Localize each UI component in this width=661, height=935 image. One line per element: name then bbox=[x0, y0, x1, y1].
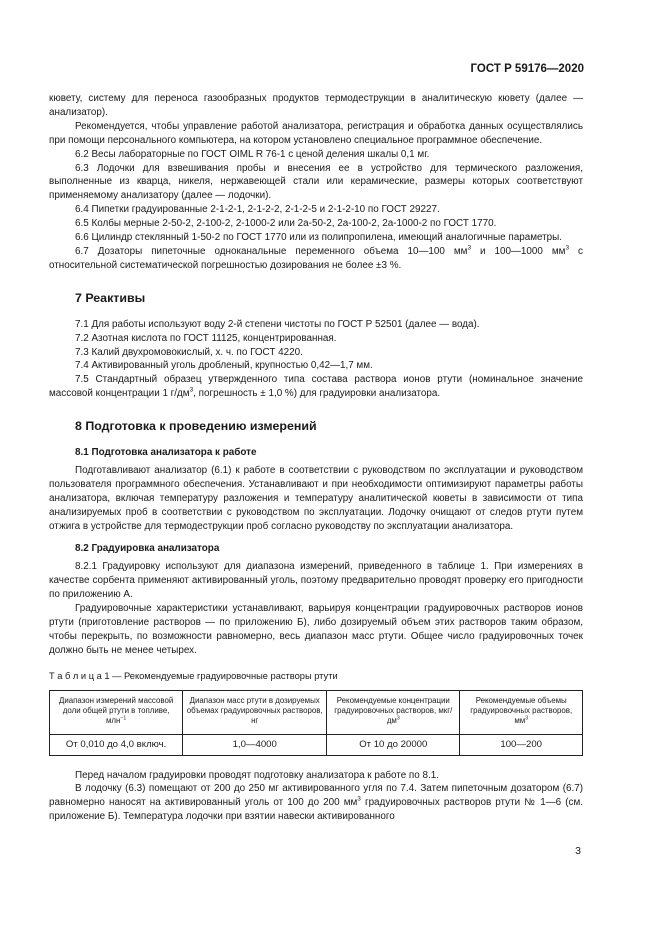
table-row bbox=[50, 734, 583, 755]
header-cell: Рекомендуемые концентрации градуировочных растворов, мкг/$дм^3$ bbox=[327, 690, 460, 734]
header-cell: Диапазон измерений массовой доли общей ртути в топливе, млн$^{-1}$ bbox=[50, 690, 183, 734]
item-6-7: 6.7 Дозаторы пипеточные одноканальные переменного объема 10—100 $мм^3$ и 100—1000 $мм^3$ с относительной систематической погрешностью дозирования не более ±3 %. bbox=[49, 244, 583, 271]
table-cell: 1,0—4000 bbox=[183, 734, 327, 755]
item-6-2: 6.2 Весы лабораторные по ГОСТ OIML R 76-1 с ценой деления шкалы 0,1 мг. bbox=[75, 148, 430, 160]
item-7-3: 7.3 Калий двухромовокислый, х. ч. по ГОСТ 4220. bbox=[75, 346, 303, 358]
document-header: ГОСТ Р 59176—2020 bbox=[470, 63, 584, 75]
section-7-heading: 7 Реактивы bbox=[75, 290, 146, 305]
paragraph: Перед началом градуировки проводят подготовку анализатора к работе по 8.1. bbox=[75, 769, 439, 781]
subsection-8-2-heading: 8.2 Градуировка анализатора bbox=[75, 543, 220, 555]
item-7-5: 7.5 Стандартный образец утвержденного типа состава раствора ионов ртути (номинальное значение массовой концентрации 1 $г/дм^3$, погрешность ± 1,0 %) для градуировки анализатора. bbox=[49, 374, 583, 400]
paragraph: Подготавливают анализатор (6.1) к работе в соответствии с руководством по эксплуатации и руководством пользователя программного обеспечения. Устанавливают и при необходимости оптимизируют параметры работы анализатора, включая температуру разложения и температуру аналитической кюветы в зависимости от типа анализируемых проб в соответствии с руководством по эксплуатации. Лодочку очищают от следов ртути путем отжига в устройстве для термодеструкции проб согласно руководству по эксплуатации анализатора. bbox=[49, 464, 583, 532]
paragraph: Градуировочные характеристики устанавливают, варьируя концентрации градуировочных растворов ионов ртути (приготовление растворов — по приложению Б), либо дозируемый объем этих растворов таким образом, чтобы перекрыть, по возможности равномерно, весь диапазон масс ртути. Общее число градуировочных точек должно быть не менее четырех. bbox=[49, 603, 583, 656]
header-cell: Рекомендуемые объемы градуировочных растворов, $мм^3$ bbox=[460, 690, 583, 734]
table-cell: 100—200 bbox=[460, 734, 583, 755]
item-6-3: 6.3 Лодочки для взвешивания пробы и внесения ее в устройство для термического разложения, выполненные из кварца, никеля, нержавеющей стали или керамические, размеры которых соответствуют применяемому анализатору (далее — лодочки). bbox=[49, 162, 583, 202]
item-6-6: 6.6 Цилиндр стеклянный 1-50-2 по ГОСТ 1770 или из полипропилена, имеющий аналогичные параметры. bbox=[75, 232, 562, 244]
item-7-2: 7.2 Азотная кислота по ГОСТ 11125, концентрированная. bbox=[75, 332, 337, 344]
paragraph: В лодочку (6.3) помещают от 200 до 250 мг активированного угля по 7.4. Затем пипеточным дозатором (6.7) равномерно наносят на активированный уголь от 100 до 200 $мм^3$ градуировочных растворов ртути № 1—6 (см. приложение Б). Температура лодочки при взятии навески активированного bbox=[49, 783, 583, 823]
item-6-4: 6.4 Пипетки градуированные 2-1-2-1, 2-1-2-2, 2-1-2-5 и 2-1-2-10 по ГОСТ 29227. bbox=[75, 204, 440, 216]
paragraph: кювету, систему для переноса газообразных продуктов термодеструкции в аналитическую кювету (далее — анализатор). bbox=[49, 93, 583, 118]
document-body bbox=[49, 92, 583, 824]
table-cell: От 10 до 20000 bbox=[327, 734, 460, 755]
subsection-8-1-heading: 8.1 Подготовка анализатора к работе bbox=[75, 447, 257, 459]
section-8-heading: 8 Подготовка к проведению измерений bbox=[75, 419, 317, 434]
table-header-row bbox=[50, 690, 583, 734]
item-7-4: 7.4 Активированный уголь дробленый, крупностью 0,42—1,7 мм. bbox=[75, 360, 373, 372]
header-cell: Диапазон масс ртути в дозируемых объемах градуировочных растворов, нг bbox=[183, 690, 327, 734]
page-number: 3 bbox=[575, 845, 581, 857]
table-caption: Т а б л и ц а 1 — Рекомендуемые градуировочные растворы ртути bbox=[49, 670, 338, 681]
item-7-1: 7.1 Для работы используют воду 2-й степени чистоты по ГОСТ Р 52501 (далее — вода). bbox=[75, 318, 480, 330]
table-cell: От 0,010 до 4,0 включ. bbox=[50, 734, 183, 755]
item-8-2-1: 8.2.1 Градуировку используют для диапазона измерений, приведенного в таблице 1. При измерениях в качестве сорбента применяют активированный уголь, поэтому предварительно проводят проверку его пригодности по приложению А. bbox=[49, 561, 583, 601]
item-6-5: 6.5 Колбы мерные 2-50-2, 2-100-2, 2-1000-2 или 2а-50-2, 2а-100-2, 2а-1000-2 по ГОСТ 1770. bbox=[75, 218, 497, 230]
calibration-table bbox=[49, 690, 583, 756]
paragraph: Рекомендуется, чтобы управление работой анализатора, регистрация и обработка данных осуществлялись при помощи персонального компьютера, на котором установлено специальное программное обеспечение. bbox=[49, 120, 583, 146]
